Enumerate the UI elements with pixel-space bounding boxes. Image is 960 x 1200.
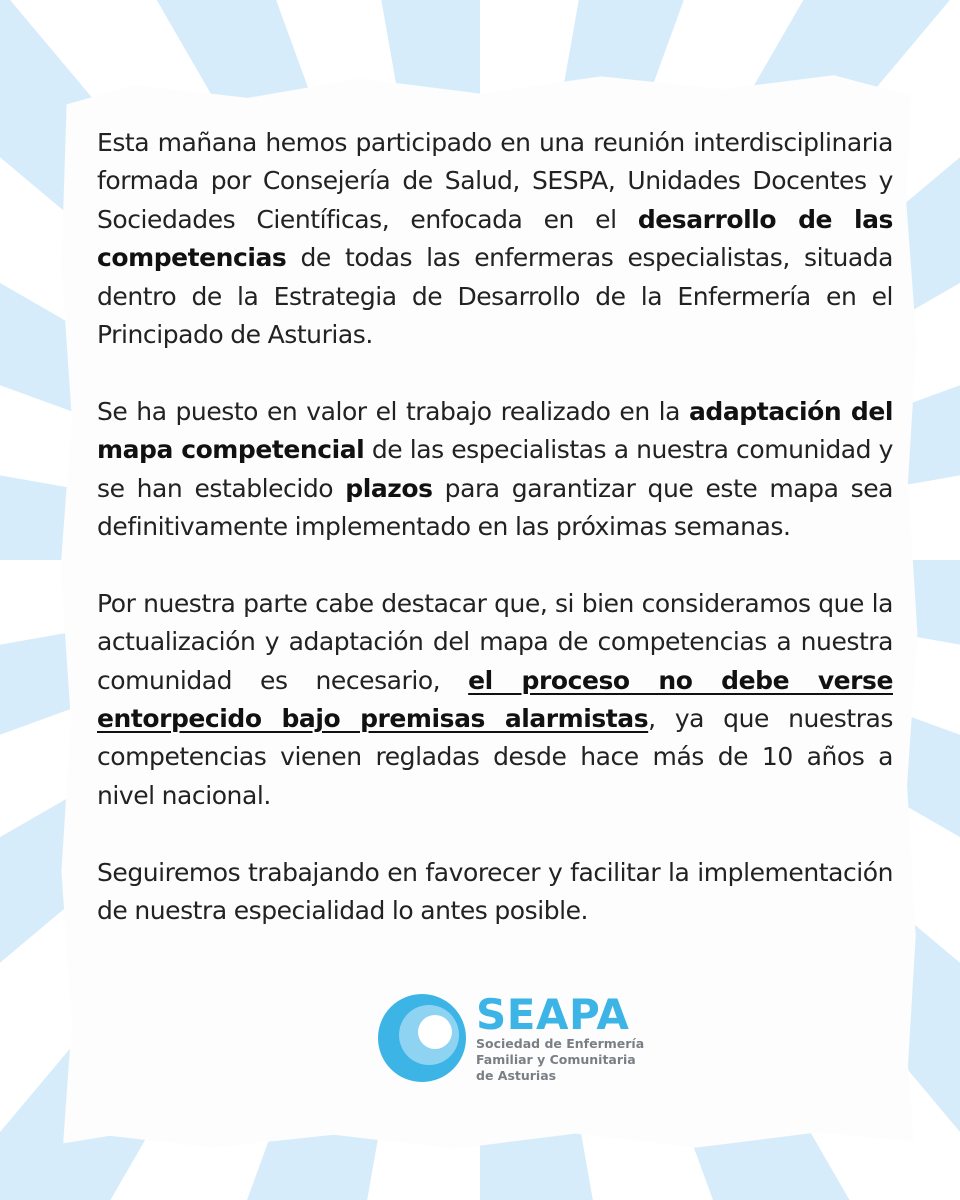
bold-phrase: desarrollo de las competencias [97, 204, 893, 273]
paragraph-1: Esta mañana hemos participado en una reunión interdisciplinaria formada por Consejería de Salud, SESPA, Unidades Docentes y Sociedades Científicas, enfocada en el desarrollo de las competencias de todas las enfermeras especialistas, situada dentro de la Estrategia de Desarrollo de la Enfermería en el Principado de Asturias. [97, 128, 893, 350]
bold-phrase: adaptación del mapa competencial [97, 396, 893, 465]
paragraph-3: Por nuestra parte cabe destacar que, si bien consideramos que la actualización y adaptación del mapa de competencias a nuestra comunidad es necesario, el proceso no debe verse entorpecido bajo premisas alarmistas, ya que nuestras competencias vienen regladas desde hace más de 10 años a nivel nacional. [97, 588, 893, 810]
logo-subtitle-line-3: de Asturias [476, 1068, 557, 1083]
logo-subtitle-line-2: Familiar y Comunitaria [476, 1052, 636, 1067]
circle-swirl-icon [376, 992, 468, 1084]
bold-underlined-phrase: el proceso no debe verse entorpecido bajo premisas alarmistas [97, 665, 893, 734]
paragraph-2: Se ha puesto en valor el trabajo realizado en la adaptación del mapa competencial de las especialistas a nuestra comunidad y se han establecido plazos para garantizar que este mapa sea definitivamente implementado en las próximas semanas. [97, 396, 894, 542]
paragraph-4: Seguiremos trabajando en favorecer y facilitar la implementación de nuestra especialidad lo antes posible. [97, 857, 893, 926]
logo-title: SEAPA [476, 990, 630, 1039]
post-text [97, 124, 893, 930]
seapa-logo [376, 990, 645, 1088]
logo-subtitle-line-1: Sociedad de Enfermería [476, 1036, 645, 1051]
bold-phrase: plazos [345, 473, 433, 503]
